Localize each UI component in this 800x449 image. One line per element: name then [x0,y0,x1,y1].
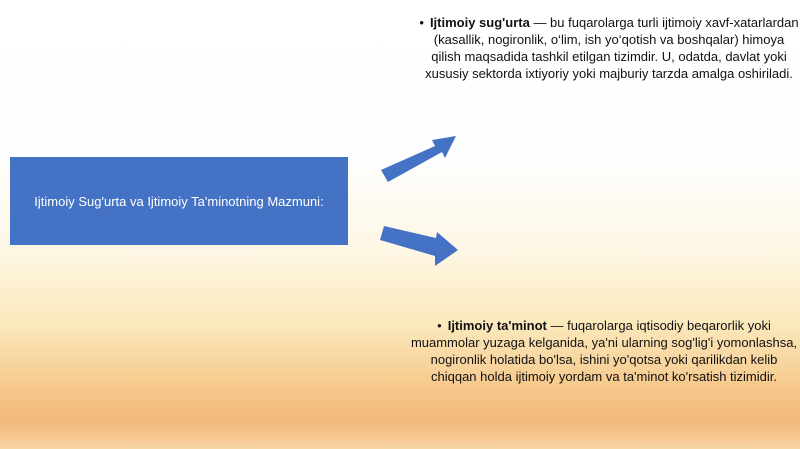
bullet: • [437,318,442,333]
arrow-up-right-icon [378,128,460,188]
point-social-insurance [418,14,800,82]
title-box [10,157,348,245]
point-social-security [408,317,800,385]
arrow-down-right-icon [378,222,460,268]
slide-title: Ijtimoiy Sug'urta va Ijtimoiy Ta'minotning Mazmuni: [34,193,324,209]
term-social-security: Ijtimoiy ta'minot [447,318,547,333]
definition-social-insurance: — bu fuqarolarga turli ijtimoiy xavf-xatarlardan (kasallik, nogironlik, o‘lim, ish yo‘qotish va boshqalar) himoya qilish maqsadida tashkil etilgan tizimdir. U, odatda, davlat yoki xususiy sektorda ixtiyoriy yoki majburiy tarzda amalga oshiriladi. [425,15,799,81]
term-social-insurance: Ijtimoiy sug'urta [429,15,530,30]
bullet: • [419,15,424,30]
definition-social-security: — fuqarolarga iqtisodiy beqarorlik yoki muammolar yuzaga kelganida, ya'ni ularning sog'lig'i yomonlashsa, nogironlik holatida bo'lsa, ishini yo'qotsa yoki qarilikdan kelib chiqqan holda ijtimoiy yordam va ta'minot ko'rsatish tizimidir. [410,318,798,384]
